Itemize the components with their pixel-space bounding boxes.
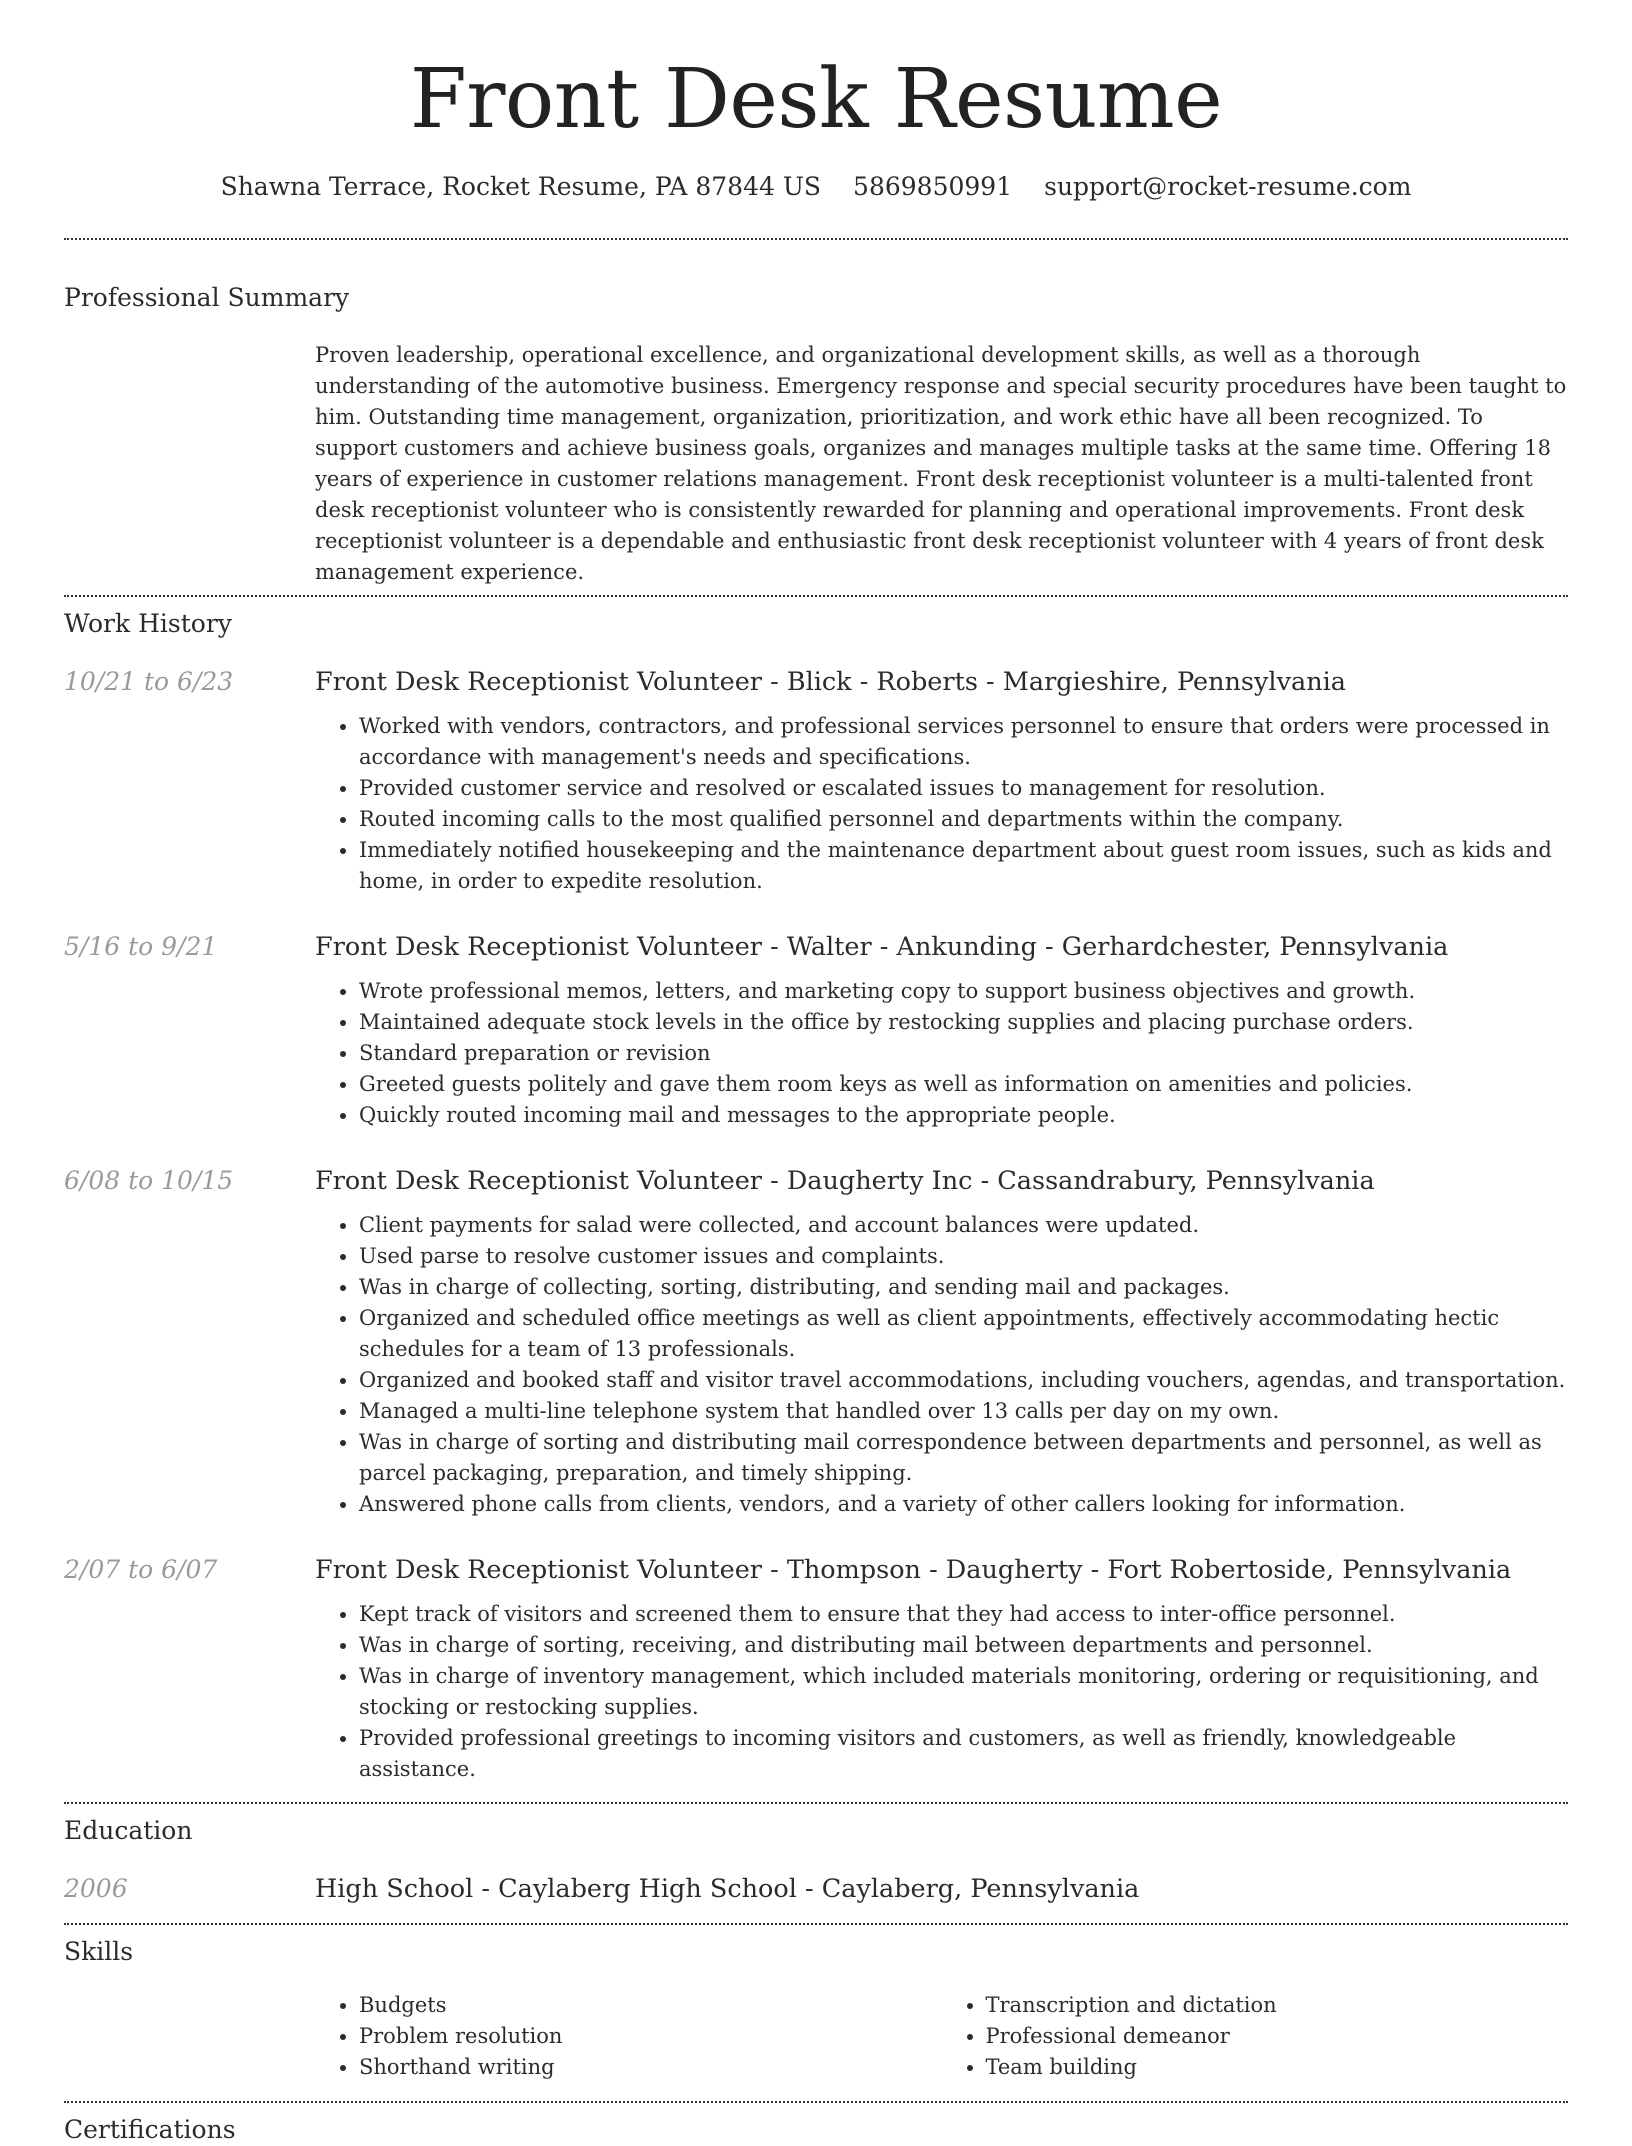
job-bullets-wrap xyxy=(315,711,1568,897)
education-year: 2006 xyxy=(64,1874,128,1903)
job-bullet: • Provided customer service and resolved or escalated issues to management for resolution. xyxy=(359,773,1568,804)
skills-grid xyxy=(315,1990,1568,2083)
job-title: Front Desk Receptionist Volunteer - Thompson - Daugherty - Fort Robertoside, Pennsylvania xyxy=(315,1555,1512,1585)
section-divider xyxy=(64,2101,1568,2103)
summary-row xyxy=(64,340,1568,588)
summary-heading: Professional Summary xyxy=(64,283,350,312)
job-bullet: • Immediately notified housekeeping and the maintenance department about guest room issues, such as kids and home, in order to expedite resolution. xyxy=(359,835,1568,897)
skills-row xyxy=(64,1990,1568,2083)
job-details xyxy=(64,1599,1568,1785)
skill-item: • Professional demeanor xyxy=(986,2021,1569,2052)
job-bullet: • Was in charge of collecting, sorting, distributing, and sending mail and packages. xyxy=(359,1272,1568,1303)
job-details xyxy=(64,976,1568,1131)
job-dates: 10/21 to 6/23 xyxy=(64,667,234,696)
contact-email: support@rocket-resume.com xyxy=(1044,172,1412,201)
education-entry xyxy=(64,1872,1568,1906)
job-bullets xyxy=(315,976,1568,1131)
job-bullets xyxy=(315,1210,1568,1520)
job-entry xyxy=(64,1164,1568,1520)
job-entry xyxy=(64,930,1568,1131)
skill-item: • Transcription and dictation xyxy=(986,1990,1569,2021)
job-bullet: • Routed incoming calls to the most qualified personnel and departments within the company. xyxy=(359,804,1568,835)
job-bullet: • Organized and booked staff and visitor travel accommodations, including vouchers, agendas, and transportation. xyxy=(359,1365,1568,1396)
job-bullet: • Used parse to resolve customer issues and complaints. xyxy=(359,1241,1568,1272)
job-bullet: • Client payments for salad were collected, and account balances were updated. xyxy=(359,1210,1568,1241)
contact-address: Shawna Terrace, Rocket Resume, PA 87844 US xyxy=(220,172,822,201)
job-dates: 6/08 to 10/15 xyxy=(64,1166,234,1195)
job-bullet: • Was in charge of sorting, receiving, and distributing mail between departments and personnel. xyxy=(359,1630,1568,1661)
skill-item: • Team building xyxy=(986,2052,1569,2083)
section-divider xyxy=(64,238,1568,240)
job-bullets-wrap xyxy=(315,1599,1568,1785)
certifications-heading: Certifications xyxy=(64,2115,236,2144)
job-bullets xyxy=(315,711,1568,897)
skill-item: • Budgets xyxy=(359,1990,942,2021)
job-bullet: • Wrote professional memos, letters, and marketing copy to support business objectives and growth. xyxy=(359,976,1568,1007)
job-bullet: • Answered phone calls from clients, vendors, and a variety of other callers looking for information. xyxy=(359,1489,1568,1520)
job-dates: 2/07 to 6/07 xyxy=(64,1555,218,1584)
job-header xyxy=(64,665,1568,699)
job-details xyxy=(64,1210,1568,1520)
section-divider xyxy=(64,1923,1568,1925)
job-bullet: • Managed a multi-line telephone system that handled over 13 calls per day on my own. xyxy=(359,1396,1568,1427)
job-bullets-wrap xyxy=(315,1210,1568,1520)
job-bullet: • Greeted guests politely and gave them room keys as well as information on amenities and policies. xyxy=(359,1069,1568,1100)
job-bullet: • Worked with vendors, contractors, and professional services personnel to ensure that orders were processed in accordance with management's needs and specifications. xyxy=(359,711,1568,773)
job-details xyxy=(64,711,1568,897)
skills-list-right xyxy=(942,1990,1569,2083)
contact-line xyxy=(64,170,1568,204)
skills-list-left xyxy=(315,1990,942,2083)
education-title: High School - Caylaberg High School - Caylaberg, Pennsylvania xyxy=(315,1874,1140,1904)
job-bullet: • Organized and scheduled office meetings as well as client appointments, effectively accommodating hectic schedules for a team of 13 professionals. xyxy=(359,1303,1568,1365)
section-divider xyxy=(64,1802,1568,1804)
job-entry xyxy=(64,665,1568,897)
job-header xyxy=(64,1553,1568,1587)
job-bullets-wrap xyxy=(315,976,1568,1131)
section-divider xyxy=(64,595,1568,597)
job-bullets xyxy=(315,1599,1568,1785)
job-title: Front Desk Receptionist Volunteer - Walter - Ankunding - Gerhardchester, Pennsylvania xyxy=(315,932,1449,962)
job-entry xyxy=(64,1553,1568,1785)
job-title: Front Desk Receptionist Volunteer - Blick - Roberts - Margieshire, Pennsylvania xyxy=(315,667,1346,697)
job-bullet: • Was in charge of sorting and distributing mail correspondence between departments and personnel, as well as parcel packaging, preparation, and timely shipping. xyxy=(359,1427,1568,1489)
job-bullet: • Quickly routed incoming mail and messages to the appropriate people. xyxy=(359,1100,1568,1131)
skill-item: • Problem resolution xyxy=(359,2021,942,2052)
summary-text: Proven leadership, operational excellence, and organizational development skills, as well as a thorough understanding of the automotive business. Emergency response and special security procedures have been taught to him. Outstanding time management, organization, prioritization, and work ethic have all been recognized. To support customers and achieve business goals, organizes and manages multiple tasks at the same time. Offering 18 years of experience in customer relations management. Front desk receptionist volunteer is a multi-talented front desk receptionist volunteer who is consistently rewarded for planning and operational improvements. Front desk receptionist volunteer is a dependable and enthusiastic front desk receptionist volunteer with 4 years of front desk management experience. xyxy=(315,343,1567,584)
education-heading: Education xyxy=(64,1816,193,1845)
contact-phone: 5869850991 xyxy=(853,172,1013,201)
work-history-heading: Work History xyxy=(64,609,232,638)
job-bullet: • Provided professional greetings to incoming visitors and customers, as well as friendly, knowledgeable assistance. xyxy=(359,1723,1568,1785)
job-bullet: • Maintained adequate stock levels in the office by restocking supplies and placing purchase orders. xyxy=(359,1007,1568,1038)
job-bullet: • Standard preparation or revision xyxy=(359,1038,1568,1069)
job-bullet: • Was in charge of inventory management, which included materials monitoring, ordering or requisitioning, and stocking or restocking supplies. xyxy=(359,1661,1568,1723)
job-title: Front Desk Receptionist Volunteer - Daugherty Inc - Cassandrabury, Pennsylvania xyxy=(315,1166,1375,1196)
job-header xyxy=(64,930,1568,964)
job-header xyxy=(64,1164,1568,1198)
resume-title: Front Desk Resume xyxy=(409,52,1223,147)
job-dates: 5/16 to 9/21 xyxy=(64,932,218,961)
skill-item: • Shorthand writing xyxy=(359,2052,942,2083)
skills-heading: Skills xyxy=(64,1937,134,1966)
job-bullet: • Kept track of visitors and screened them to ensure that they had access to inter-office personnel. xyxy=(359,1599,1568,1630)
summary-body xyxy=(315,340,1568,588)
